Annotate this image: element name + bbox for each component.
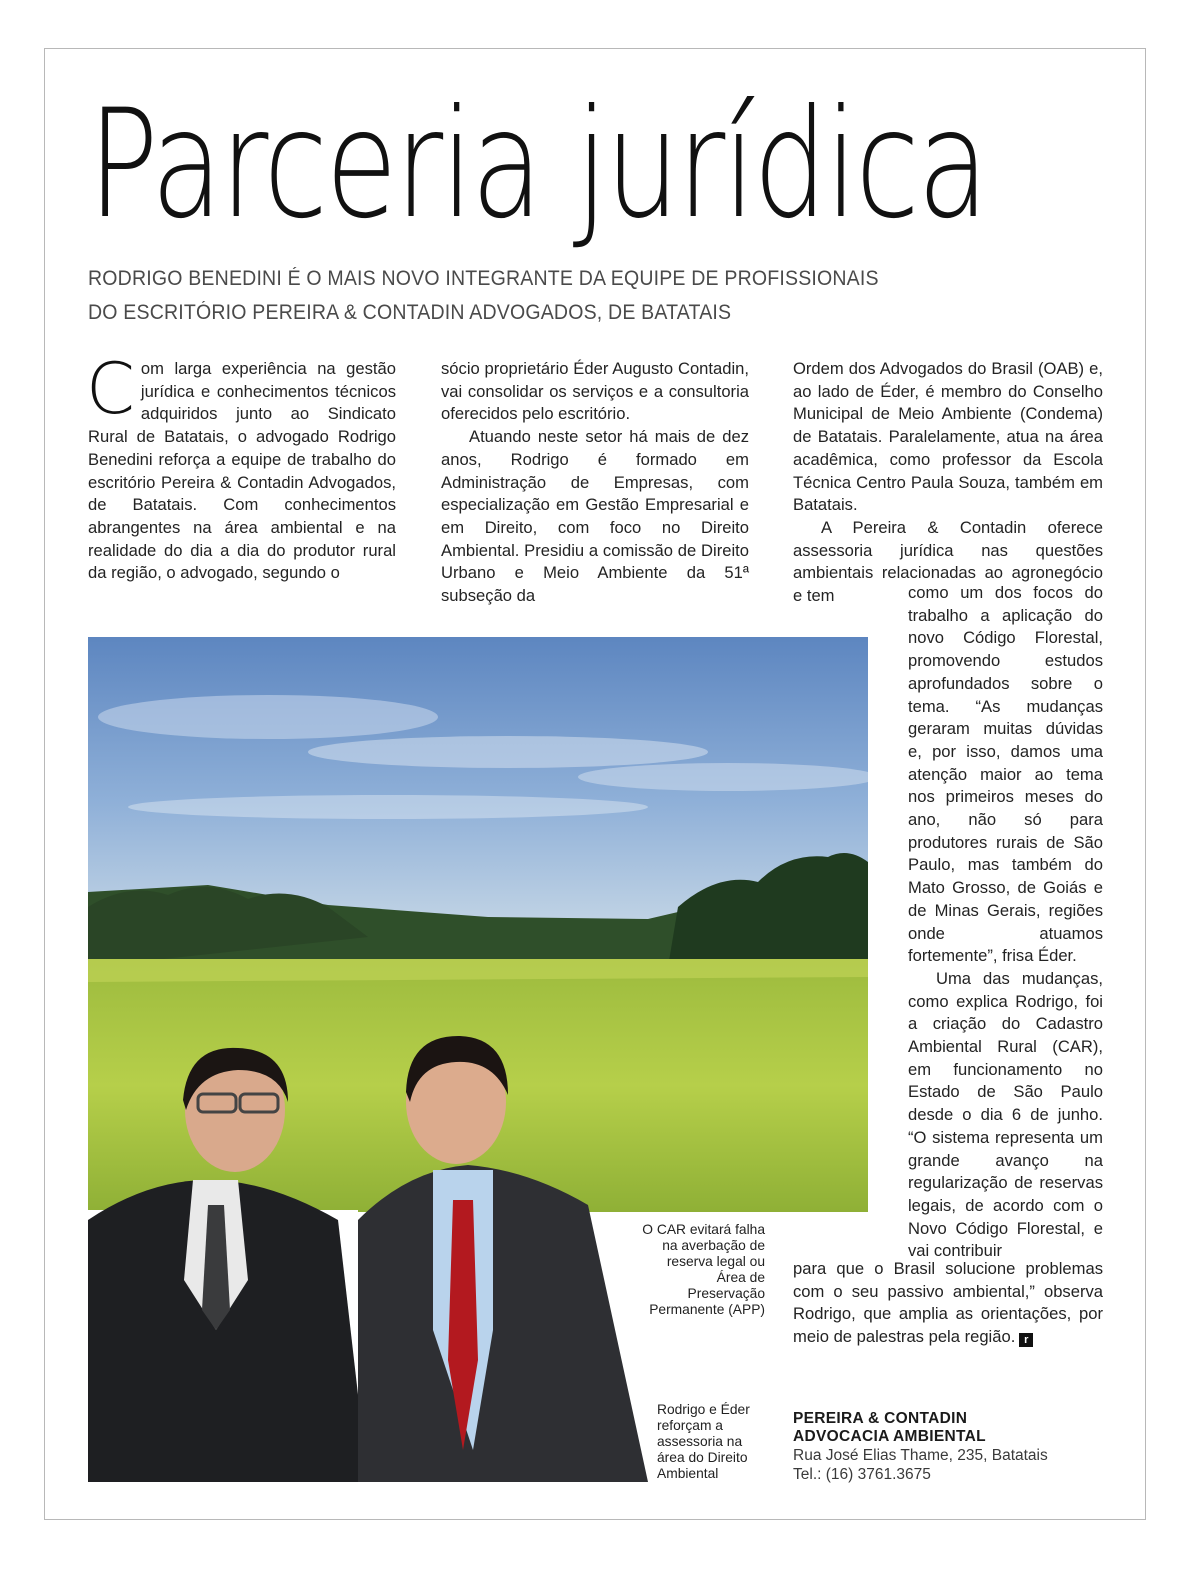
text-column-4-narrow	[908, 582, 1103, 1263]
paragraph: Atuando neste setor há mais de dez anos, Rodrigo é formado em Administração de Empresas, com especialização em Gestão Empresarial e em Direito, com foco no Direito Ambiental. Presidiu a comissão de Direito Urbano e Meio Ambiente da 51ª subseção da	[441, 427, 749, 606]
text-column-2	[441, 358, 749, 608]
paragraph: Ordem dos Advogados do Brasil (OAB) e, ao lado de Éder, é membro do Conselho Municipal de Meio Ambiente (Condema) de Batatais. Paralelamente, atua na área acadêmica, como professor da Escola Técnica Centro Paula Souza, também em Batatais.	[793, 359, 1103, 515]
text-column-5	[793, 1258, 1103, 1349]
article-title: Parceria jurídica	[88, 78, 987, 252]
drop-cap: C	[86, 348, 135, 430]
company-name-line-2: ADVOCACIA AMBIENTAL	[793, 1428, 986, 1445]
end-mark-icon: r	[1019, 1333, 1033, 1347]
paragraph-text: om larga experiência na gestão jurídica e conhecimentos técnicos adquiridos junto ao Sindicato Rural de Batatais, o advogado Rodrigo Benedini reforça a equipe de trabalho do escritório Pereira & Contadin Advogados, de Batatais. Com conhecimentos abrangentes na área ambiental e na realidade do dia a dia do produtor rural da região, o advogado, segundo o	[88, 359, 396, 583]
photo-caption-people: Rodrigo e Éder reforçam a assessoria na área do Direito Ambiental	[657, 1402, 750, 1481]
company-name-line-1: PEREIRA & CONTADIN	[793, 1410, 968, 1427]
text-column-3	[793, 358, 1103, 608]
paragraph: A Pereira & Contadin oferece assessoria jurídica nas questões ambientais relacionadas ao agronegócio e tem	[793, 517, 1103, 606]
paragraph: sócio proprietário Éder Augusto Contadin, vai consolidar os serviços e a consultoria oferecidos pelo escritório.	[441, 359, 749, 424]
paragraph-text: para que o Brasil solucione problemas com o seu passivo ambiental,” observa Rodrigo, que amplia as orientações, por meio de palestras pela região.	[793, 1259, 1103, 1347]
portrait-photo	[88, 1030, 648, 1482]
paragraph: Uma das mudanças, como explica Rodrigo, foi a criação do Cadastro Ambiental Rural (CAR), em funcionamento no Estado de São Paulo desde o dia 6 de junho. “O sistema representa um grande avanço na regularização de reservas legais, de acordo com o Novo Código Florestal, e vai contribuir	[908, 968, 1103, 1261]
company-address: Rua José Elias Thame, 235, Batatais	[793, 1447, 1048, 1464]
text-column-1	[86, 348, 396, 585]
subtitle-line-1: RODRIGO BENEDINI É O MAIS NOVO INTEGRANTE DA EQUIPE DE PROFISSIONAIS	[88, 267, 879, 290]
subtitle-line-2: DO ESCRITÓRIO PEREIRA & CONTADIN ADVOGADOS, DE BATATAIS	[88, 301, 732, 324]
photo-caption-car: O CAR evitará falha na averbação de reserva legal ou Área de Preservação Permanente (APP)	[642, 1222, 765, 1317]
company-phone: Tel.: (16) 3761.3675	[793, 1466, 931, 1483]
paragraph	[86, 348, 396, 585]
paragraph	[793, 1258, 1103, 1349]
article-subtitle	[88, 262, 988, 330]
contact-box	[793, 1410, 1123, 1484]
paragraph: como um dos focos do trabalho a aplicação do novo Código Florestal, promovendo estudos aprofundados sobre o tema. “As mudanças geraram muitas dúvidas e, por isso, damos uma atenção maior ao tema nos primeiros meses do ano, não só para produtores rurais de São Paulo, mas também do Mato Grosso, de Goiás e de Minas Gerais, regiões onde atuamos fortemente”, frisa Éder.	[908, 583, 1103, 966]
